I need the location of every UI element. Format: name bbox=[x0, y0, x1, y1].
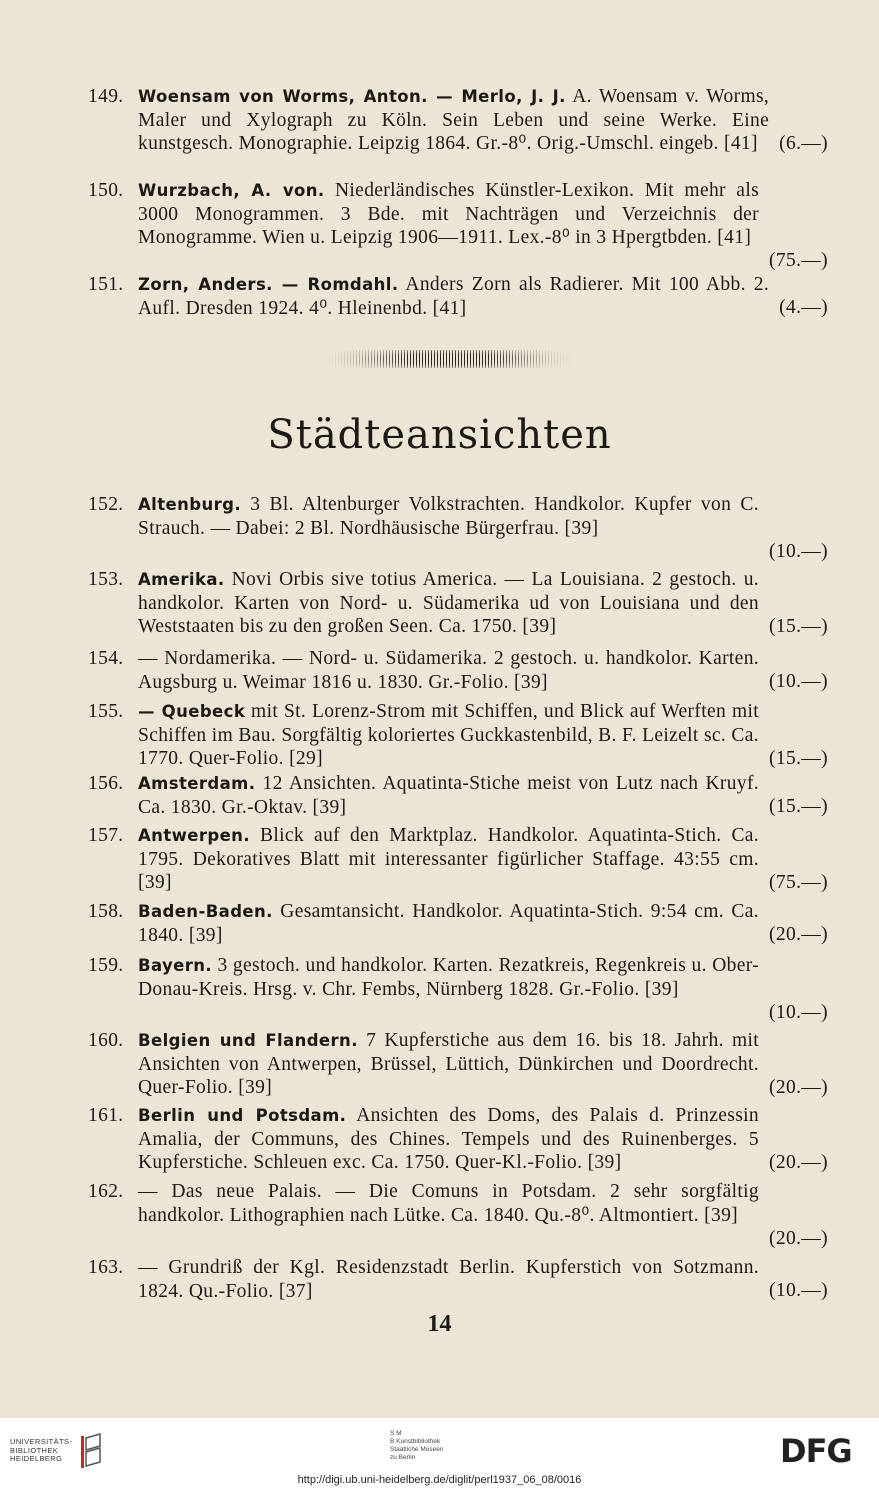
entry-price: (75.—) bbox=[769, 872, 828, 893]
entry-heading: Antwerpen. bbox=[138, 826, 250, 845]
catalog-entry bbox=[88, 1256, 828, 1303]
entry-text: Gesamtansicht. Handkolor. Aquatinta-Stich. 9:54 cm. Ca. 1840. [39] bbox=[138, 901, 760, 946]
entry-price: (75.—) bbox=[769, 250, 828, 271]
entry-heading: Altenburg. bbox=[138, 495, 242, 514]
page-number: 14 bbox=[427, 1311, 452, 1337]
entry-price: (10.—) bbox=[769, 1002, 828, 1023]
entry-text: — Nordamerika. — Nord- u. Südamerika. 2 gestoch. u. handkolor. Karten. Augsburg u. Weimar 1816 u. 1830. Gr.-Folio. [39] bbox=[138, 648, 760, 693]
entry-number: 155. bbox=[88, 701, 124, 722]
catalog-entry bbox=[88, 85, 828, 156]
entry-text: Niederländisches Künstler-Lexikon. Mit mehr als 3000 Monogrammen. 3 Bde. mit Nachträgen und Verzeichnis der Monogramme. Wien u. Leipzig 1906—1911. Lex.-8⁰ in 3 Hpergtbden. [41] bbox=[138, 180, 760, 248]
entry-price: (20.—) bbox=[769, 1228, 828, 1249]
entry-heading: — Quebeck bbox=[138, 702, 246, 721]
entry-number: 163. bbox=[88, 1257, 124, 1278]
entry-number: 153. bbox=[88, 569, 124, 590]
entry-heading: Berlin und Potsdam. bbox=[138, 1106, 347, 1125]
entry-text: Blick auf den Marktplaz. Handkolor. Aquatinta-Stich. Ca. 1795. Dekoratives Blatt mit interessanter figürlicher Staffage. 43:55 cm. [39] bbox=[138, 825, 760, 893]
entry-price: (15.—) bbox=[769, 616, 828, 637]
entry-text: Novi Orbis sive totius America. — La Louisiana. 2 gestoch. u. handkolor. Karten von Nord- u. Südamerika ud von Louisiana und den Weststaaten bis zu den großen Seen. Ca. 1750. [39] bbox=[138, 569, 760, 637]
entry-number: 158. bbox=[88, 901, 124, 922]
catalog-entry bbox=[88, 1104, 828, 1175]
catalog-entry bbox=[88, 900, 828, 947]
dfg-logo: DFG bbox=[780, 1432, 852, 1470]
catalog-entry bbox=[88, 954, 828, 1025]
entry-heading: Amsterdam. bbox=[138, 774, 256, 793]
entry-number: 149. bbox=[88, 86, 124, 107]
catalog-entry bbox=[88, 824, 828, 895]
entry-price: (6.—) bbox=[779, 133, 828, 154]
entry-number: 154. bbox=[88, 648, 124, 669]
entry-text: 7 Kupferstiche aus dem 16. bis 18. Jahrh. mit Ansichten von Antwerpen, Brüssel, Lüttich, Dünkirchen und Doordrecht. Quer-Folio. [39] bbox=[138, 1030, 760, 1098]
entry-text: A. Woensam v. Worms, Maler und Xylograph zu Köln. Sein Leben und seine Werke. Eine kunstgesch. Monographie. Leipzig 1864. Gr.-8⁰. Orig.-Umschl. eingeb. [41] bbox=[138, 86, 770, 154]
entry-price: (4.—) bbox=[779, 297, 828, 318]
catalog-entry bbox=[88, 1180, 828, 1251]
staatliche-museen-label: S M B Kunstbibliothek Staatliche Museen zu Berlin bbox=[390, 1430, 444, 1461]
catalog-entry bbox=[88, 273, 828, 320]
entry-heading: Baden-Baden. bbox=[138, 902, 273, 921]
entry-price: (15.—) bbox=[769, 796, 828, 817]
catalog-entry bbox=[88, 700, 828, 771]
entry-text: Ansichten des Doms, des Palais d. Prinzessin Amalia, der Communs, des Chines. Tempels und des Ruinenberges. 5 Kupferstiche. Schleuen exc. Ca. 1750. Quer-Kl.-Folio. [39] bbox=[138, 1105, 760, 1173]
university-library-label: UNIVERSITÄTS- BIBLIOTHEK HEIDELBERG bbox=[10, 1437, 73, 1463]
entry-price: (20.—) bbox=[769, 924, 828, 945]
catalog-entry bbox=[88, 179, 828, 273]
entry-heading: Wurzbach, A. von. bbox=[138, 181, 325, 200]
entry-heading: Bayern. bbox=[138, 956, 213, 975]
entry-heading: Belgien und Flandern. bbox=[138, 1031, 358, 1050]
entry-number: 156. bbox=[88, 773, 124, 794]
entry-text: 3 Bl. Altenburger Volkstrachten. Handkolor. Kupfer von C. Strauch. — Dabei: 2 Bl. Nordhäusische Bürgerfrau. [39] bbox=[138, 494, 760, 539]
entry-number: 157. bbox=[88, 825, 124, 846]
entry-number: 159. bbox=[88, 955, 124, 976]
catalog-entry bbox=[88, 1029, 828, 1100]
entry-price: (20.—) bbox=[769, 1077, 828, 1098]
entry-number: 162. bbox=[88, 1181, 124, 1202]
entry-number: 150. bbox=[88, 180, 124, 201]
entry-price: (10.—) bbox=[769, 1280, 828, 1301]
source-url-link[interactable]: http://digi.ub.uni-heidelberg.de/diglit/perl1937_06_08/0016 bbox=[297, 1474, 582, 1486]
entry-heading: Zorn, Anders. — Romdahl. bbox=[138, 275, 399, 294]
entry-text: 3 gestoch. und handkolor. Karten. Rezatkreis, Regenkreis u. Ober-Donau-Kreis. Hrsg. v. Chr. Fembs, Nürnberg 1828. Gr.-Folio. [39] bbox=[138, 955, 760, 1000]
entry-number: 151. bbox=[88, 274, 124, 295]
decorative-ornament bbox=[326, 350, 572, 368]
entry-text: — Grundriß der Kgl. Residenzstadt Berlin. Kupferstich von Sotzmann. 1824. Qu.-Folio. [37] bbox=[138, 1257, 760, 1302]
catalog-entry bbox=[88, 568, 828, 639]
entry-number: 160. bbox=[88, 1030, 124, 1051]
entry-text: mit St. Lorenz-Strom mit Schiffen, und Blick auf Werften mit Schiffen im Bau. Sorgfältig koloriertes Guckkastenbild, B. F. Leizelt sc. Ca. 1770. Quer-Folio. [29] bbox=[138, 701, 760, 769]
catalog-entry bbox=[88, 493, 828, 564]
entry-text: — Das neue Palais. — Die Comuns in Potsdam. 2 sehr sorgfältig handkolor. Lithographien nach Lütke. Ca. 1840. Qu.-8⁰. Altmontiert. [39] bbox=[138, 1181, 760, 1226]
catalog-entry bbox=[88, 772, 828, 819]
entry-price: (15.—) bbox=[769, 748, 828, 769]
entry-heading: Amerika. bbox=[138, 570, 225, 589]
section-title: Städteansichten bbox=[267, 412, 612, 458]
entry-number: 161. bbox=[88, 1105, 124, 1126]
university-logo-icon bbox=[78, 1432, 104, 1472]
entry-price: (10.—) bbox=[769, 671, 828, 692]
entry-text: Anders Zorn als Radierer. Mit 100 Abb. 2. Aufl. Dresden 1924. 4⁰. Hleinenbd. [41] bbox=[138, 274, 770, 319]
entry-number: 152. bbox=[88, 494, 124, 515]
entry-price: (10.—) bbox=[769, 541, 828, 562]
entry-text: 12 Ansichten. Aquatinta-Stiche meist von Lutz nach Kruyf. Ca. 1830. Gr.-Oktav. [39] bbox=[138, 773, 760, 818]
entry-heading: Woensam von Worms, Anton. — Merlo, J. J. bbox=[138, 87, 566, 106]
footer-bar bbox=[0, 1418, 879, 1488]
entry-price: (20.—) bbox=[769, 1152, 828, 1173]
catalog-entry bbox=[88, 647, 828, 694]
